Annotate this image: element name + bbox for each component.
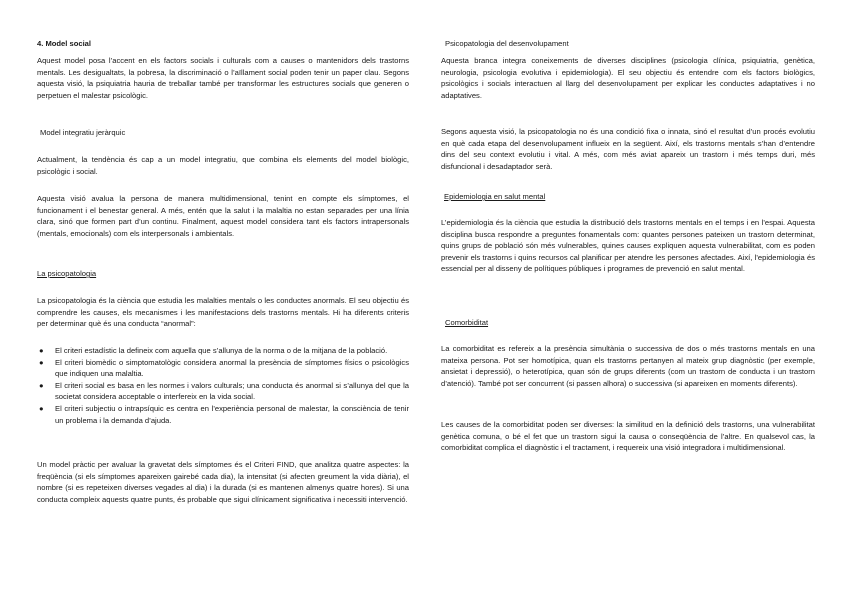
list-item: ● El criteri social es basa en les normes i valors culturals; una conducta és anormal si s’allunya del que la societat considera acceptable o interfereix en la vida social. xyxy=(39,380,409,402)
section-title-model-social: 4. Model social xyxy=(37,39,92,48)
section-title-comorbiditat: Comorbiditat xyxy=(445,318,489,327)
list-item: ● El criteri biomèdic o simptomatològic considera anormal la presència de símptomes físics o psicològics que indiquen una malaltia. xyxy=(39,357,409,379)
section-title-desenvolupament: Psicopatologia del desenvolupament xyxy=(445,39,569,48)
paragraph-comorbiditat-2: Les causes de la comorbiditat poden ser diverses: la similitud en la definició dels trastorns, una vulnerabilitat genètica comuna, o bé el fet que un trastorn sigui la causa o conseqüència de l’altre. En qualsevol cas, la comorbiditat complica el diagnòstic i el tractament, i requereix una visió integradora i multidimensional. xyxy=(441,420,815,453)
paragraph-comorbiditat-1: La comorbiditat es refereix a la presència simultània o successiva de dos o més trastorns mentals en una mateixa persona. Pot ser homotípica, quan els trastorns pertanyen al mateix grup diagnòstic (per exemple, ansietat i depressió), o heterotípica, quan són de grups diferents (com un trastorn de conducta i un trastorn d’atenció). També pot ser concurrent (si passen alhora) o successiva (si apareixen en moments diferents). xyxy=(441,344,815,388)
list-item: ● El criteri subjectiu o intrapsíquic es centra en l’experiència personal de malestar, la consciència de tenir un problema i la demanda d’ajuda. xyxy=(39,403,409,425)
paragraph-desenvolupament-2: Segons aquesta visió, la psicopatologia no és una condició fixa o innata, sinó el resultat d’un procés evolutiu en què cada etapa del desenvolupament influeix en la següent. Així, els trastorns mentals s’han d’entendre dins del seu context evolutiu i vital. A més, com més aviat apareix un trastorn i més temps duri, més disfuncional i desadaptador serà. xyxy=(441,127,815,171)
paragraph-desenvolupament-1: Aquesta branca integra coneixements de diverses disciplines (psicologia clínica, psiquiatria, genètica, neurologia, psicologia evolutiva i epidemiologia). El seu objectiu és entendre com els factors biològics, psicològics i socials interactuen al llarg del desenvolupament per explicar les conductes adaptatives i no adaptatives. xyxy=(441,56,815,100)
paragraph-criteri-find: Un model pràctic per avaluar la gravetat dels símptomes és el Criteri FIND, que analitza quatre aspectes: la freqüència (si els símptomes apareixen gairebé cada dia), la intensitat (si afecten greument la vida diària), el nombre (si es repeteixen diverses vegades al dia) i la durada (si es mantenen almenys quatre hores). Si una conducta compleix aquests quatre punts, és probable que sigui clínicament significativa i necessiti intervenció. xyxy=(37,460,409,504)
paragraph-epidemiologia: L’epidemiologia és la ciència que estudia la distribució dels trastorns mentals en el temps i en l’espai. Aquesta disciplina busca respondre a preguntes fonamentals com: quantes persones pateixen un trastorn determinat, quins grups de població són més vulnerables, quines causes expliquen aquesta vulnerabilitat, com es poden prevenir els trastorns i quins recursos cal planificar per atendre les persones afectades. Així, l’epidemiologia és essencial per al disseny de polítiques públiques i programes de prevenció en salut mental. xyxy=(441,218,815,274)
list-item: ● El criteri estadístic la defineix com aquella que s’allunya de la norma o de la mitjana de la població. xyxy=(39,346,388,355)
criteria-list xyxy=(37,345,409,426)
paragraph-model-social: Aquest model posa l’accent en els factors socials i culturals com a causes o mantenidors dels trastorns mentals. Les desigualtats, la pobresa, la discriminació o l’aïllament social poden tenir un paper clau. Segons aquesta visió, la psiquiatria hauria de treballar també per transformar les estructures socials que generen o perpetuen el malestar psicològic. xyxy=(37,56,409,100)
section-title-model-integratiu: Model integratiu jeràrquic xyxy=(40,128,126,137)
paragraph-psicopatologia: La psicopatologia és la ciència que estudia les malalties mentals o les conductes anormals. El seu objectiu és comprendre les causes, els mecanismes i les manifestacions dels trastorns mentals. Hi ha diferents criteris per determinar què és una conducta “anormal”: xyxy=(37,296,409,329)
paragraph-integratiu-1: Actualment, la tendència és cap a un model integratiu, que combina els elements del model biològic, psicològic i social. xyxy=(37,155,409,176)
section-title-psicopatologia: La psicopatologia xyxy=(37,269,97,278)
section-title-epidemiologia: Epidemiologia en salut mental xyxy=(444,192,546,201)
paragraph-integratiu-2: Aquesta visió avalua la persona de manera multidimensional, tenint en compte els símptomes, el funcionament i el benestar general. A més, entén que la salut i la malaltia no estan separades per una línia clara, sinó que formen part d’un continu. Finalment, aquest model considera tant els factors intrapersonals (mentals, emocionals) com els interpersonals i ambientals. xyxy=(37,194,409,238)
